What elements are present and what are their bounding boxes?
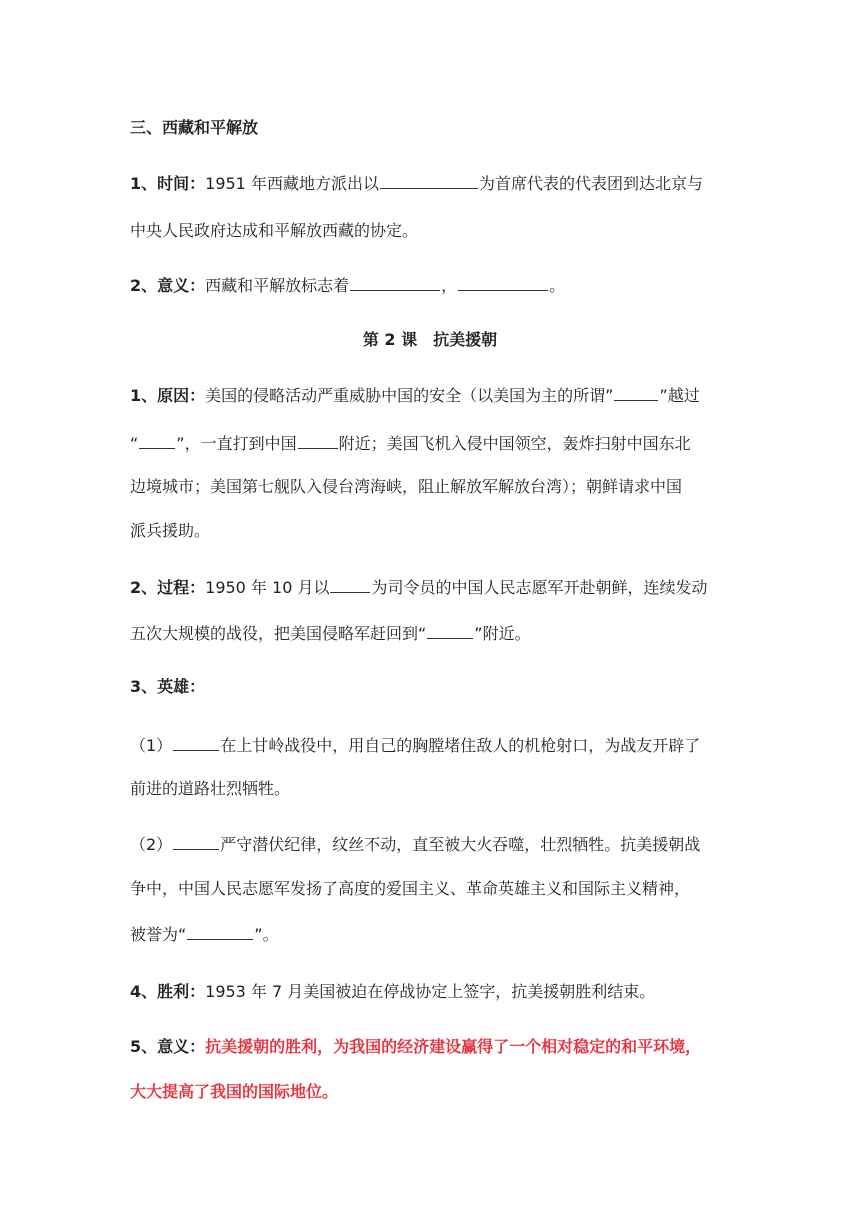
blank-field [187, 922, 253, 940]
hero2-prefix: （2） [130, 835, 173, 854]
cause-text-a: 美国的侵略活动严重威胁中国的安全（以美国为主的所谓” [205, 386, 614, 405]
process-label: 2、过程： [130, 578, 206, 597]
process-text-b: 为司令员的中国人民志愿军开赴朝鲜，连续发动 [371, 578, 708, 597]
hero2-line-3 [130, 922, 279, 946]
hero2-text-d: ”。 [254, 925, 279, 944]
hero1-prefix: （1） [130, 736, 173, 755]
cause-text-g: 派兵援助。 [130, 521, 211, 540]
hero1-line-2 [130, 777, 290, 801]
lesson-title-text: 第 2 课 抗美援朝 [362, 330, 498, 349]
meaning-end: 。 [549, 276, 566, 295]
time-line-1 [130, 171, 703, 195]
hero-label: 3、英雄： [130, 677, 206, 696]
cause-text-c: “ [130, 434, 139, 453]
blank-field [173, 832, 219, 850]
hero2-line-1 [130, 832, 700, 856]
cause-line-1 [130, 383, 700, 407]
hero2-text-a: 严守潜伏纪律，纹丝不动，直至被大火吞噬，壮烈牺牲。抗美援朝战 [220, 835, 701, 854]
hero1-line-1 [130, 733, 700, 757]
victory-line [130, 980, 655, 1004]
process-text-a: 1950 年 10 月以 [205, 578, 330, 597]
process-line-1 [130, 575, 708, 599]
hero1-text-a: 在上甘岭战役中，用自己的胸膛堵住敌人的机枪射口，为战友开辟了 [220, 736, 701, 755]
process-line-2 [130, 621, 531, 645]
time-text-c: 中央人民政府达成和平解放西藏的协定。 [130, 221, 419, 240]
blank-field [139, 431, 175, 449]
cause-text-f: 边境城市；美国第七舰队入侵台湾海峡，阻止解放军解放台湾）；朝鲜请求中国 [130, 477, 683, 496]
process-text-c: 五次大规模的战役，把美国侵略军赶回到“ [130, 624, 427, 643]
process-text-d: ”附近。 [474, 624, 531, 643]
blank-field [298, 431, 338, 449]
time-text-b: 为首席代表的代表团到达北京与 [478, 174, 703, 193]
meaning-sep: ， [441, 276, 458, 295]
hero1-text-b: 前进的道路壮烈牺牲。 [130, 779, 291, 798]
significance-label: 5、意义： [130, 1037, 206, 1056]
meaning-text-a: 西藏和平解放标志着 [205, 276, 350, 295]
cause-line-2 [130, 431, 691, 455]
blank-field [350, 273, 440, 291]
cause-line-3 [130, 475, 682, 499]
cause-text-b: ”越过 [659, 386, 700, 405]
section-heading [130, 116, 258, 140]
lesson-title [0, 328, 860, 352]
blank-field [458, 273, 548, 291]
hero2-line-2 [130, 877, 690, 901]
section-heading-text: 三、西藏和平解放 [130, 118, 259, 137]
victory-label: 4、胜利： [130, 982, 206, 1001]
blank-field [427, 621, 473, 639]
cause-text-d: ”，一直打到中国 [176, 434, 297, 453]
cause-text-e: 附近；美国飞机入侵中国领空，轰炸扫射中国东北 [338, 434, 691, 453]
significance-text-a: 抗美援朝的胜利，为我国的经济建设赢得了一个相对稳定的和平环境， [205, 1037, 702, 1056]
blank-field [614, 383, 658, 401]
victory-text: 1953 年 7 月美国被迫在停战协定上签字，抗美援朝胜利结束。 [205, 982, 656, 1001]
cause-label: 1、原因： [130, 386, 206, 405]
cause-line-4 [130, 519, 210, 543]
hero-label-line [130, 675, 205, 699]
meaning-label: 2、意义： [130, 276, 206, 295]
meaning-line [130, 273, 565, 297]
significance-line-1 [130, 1035, 701, 1059]
blank-field [380, 171, 478, 189]
blank-field [173, 733, 219, 751]
time-line-2 [130, 219, 418, 243]
significance-line-2 [130, 1080, 338, 1104]
blank-field [330, 575, 370, 593]
time-label: 1、时间： [130, 174, 206, 193]
time-text-a: 1951 年西藏地方派出以 [205, 174, 379, 193]
significance-text-b: 大大提高了我国的国际地位。 [130, 1082, 339, 1101]
hero2-text-b: 争中，中国人民志愿军发扬了高度的爱国主义、革命英雄主义和国际主义精神， [130, 879, 691, 898]
hero2-text-c: 被誉为“ [130, 925, 187, 944]
